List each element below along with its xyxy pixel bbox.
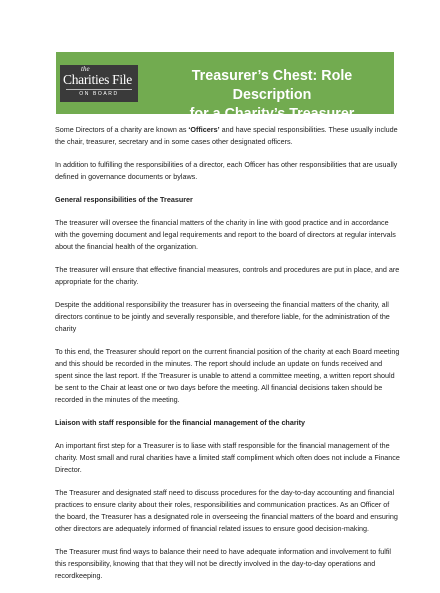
logo-name-text: Charities File xyxy=(63,72,132,87)
first-step-paragraph: An important first step for a Treasurer is to liase with staff responsible for the financial management of the charity. Most small and rural charities have a limited staff compliment which often does not include a Finance Director. xyxy=(55,441,400,474)
header-banner xyxy=(56,52,394,122)
oversee-paragraph: The treasurer will oversee the financial matters of the charity in line with good practice and in accordance with the governing document and legal requirements and report to the board of directors at regular intervals about the financial health of the organization. xyxy=(55,218,396,251)
charities-file-logo xyxy=(60,65,138,102)
intro-text-start: Some Directors of a charity are known as xyxy=(55,125,189,134)
liaison-heading: Liaison with staff responsible for the financial management of the charity xyxy=(55,418,306,427)
document-body xyxy=(55,124,400,593)
logo-divider xyxy=(66,89,132,90)
balance-paragraph: The Treasurer must find ways to balance their need to have adequate information and involvement to fulfil this responsibility, knowing that that they will not be directly involved in the day-to-day operations and recordkeeping. xyxy=(55,547,392,580)
intro-text-end: and have special responsibilities. These usually include the chair, treasurer, secretary and in some cases other designated officers. xyxy=(55,125,398,146)
logo-the-text: the xyxy=(81,65,90,73)
intro-officers-term: ‘Officers’ xyxy=(188,125,220,134)
logo-subtitle-text: ON BOARD xyxy=(79,91,119,97)
report-paragraph: To this end, the Treasurer should report on the current financial position of the charity at each Board meeting and this should be recorded in the minutes. The report should include an update on funds received and spent since the last report. If the Treasurer is unable to attend a committee meeting, a written report should be sent to the Chair at least one or two days before the meeting. All financial decisions taken should be recorded in the minutes of the meeting. xyxy=(55,347,400,404)
addition-paragraph: In addition to fulfilling the responsibilities of a director, each Officer has other responsibilities that are usually defined in governance documents or bylaws. xyxy=(55,160,398,181)
general-responsibilities-heading: General responsibilities of the Treasurer xyxy=(55,195,193,204)
designated-staff-paragraph: The Treasurer and designated staff need to discuss procedures for the day-to-day accounting and financial practices to ensure clarity about their roles, responsibilities and communication practices. As an Officer of the board, the Treasurer has a designated role in overseeing the financial matters of the board and ensuring other directors are adequately informed of financial related issues to ensure good decision-making. xyxy=(55,488,398,533)
intro-paragraph xyxy=(55,124,400,148)
document-title: Treasurer’s Chest: Role Description for a Charity’s Treasurer xyxy=(189,68,355,122)
despite-paragraph: Despite the additional responsibility the treasurer has in overseeing the financial matters of the charity, all directors continue to be jointly and severally responsible, and therefore liable, for the administration of the charity xyxy=(55,300,390,333)
ensure-paragraph: The treasurer will ensure that effective financial measures, controls and procedures are put in place, and are appropriate for the charity. xyxy=(55,265,400,286)
